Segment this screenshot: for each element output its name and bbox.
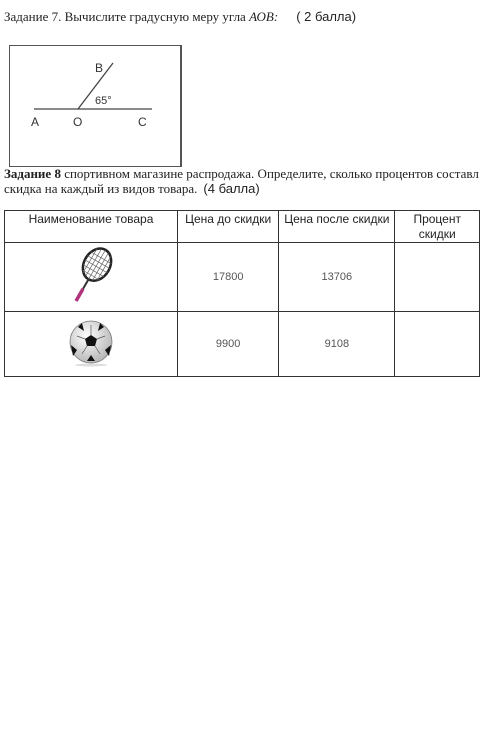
- label-c: С: [138, 115, 147, 129]
- angle-diagram: [10, 46, 181, 166]
- header-item-name: Наименование товара: [5, 211, 178, 243]
- table-row: [5, 312, 480, 377]
- task-8-points: (4 балла): [203, 181, 260, 196]
- discount-table: [4, 210, 480, 377]
- angle-figure-box: [9, 45, 182, 167]
- header-price-before: Цена до скидки: [178, 211, 279, 243]
- label-a: А: [31, 115, 40, 129]
- item-cell: [5, 312, 178, 377]
- angle-name: АОВ:: [249, 9, 279, 24]
- task-8-title: Задание 8: [4, 166, 61, 181]
- label-b: В: [95, 61, 104, 75]
- figure-edge-line: [180, 45, 181, 166]
- item-cell: [5, 243, 178, 312]
- table-row: [5, 243, 480, 312]
- task-8-line1: спортивном магазине распродажа. Определите, сколько процентов составл: [60, 166, 479, 181]
- tennis-racket-icon: [61, 243, 121, 307]
- price-before-cell: 17800: [178, 243, 279, 312]
- table-header-row: [5, 211, 480, 243]
- task-8-paragraph: [4, 166, 480, 196]
- header-price-after: Цена после скидки: [279, 211, 395, 243]
- price-after-cell: 9108: [279, 312, 395, 377]
- task-8-line2: скидка на каждый из видов товара.: [4, 181, 198, 196]
- header-discount-percent: Процент скидки: [395, 211, 480, 243]
- discount-percent-cell[interactable]: [395, 312, 480, 377]
- task-7-heading: [4, 9, 356, 25]
- angle-value-label: 65°: [95, 95, 112, 107]
- label-o: О: [73, 115, 83, 129]
- price-after-cell: 13706: [279, 243, 395, 312]
- soccer-ball-icon: [66, 317, 116, 367]
- discount-percent-cell[interactable]: [395, 243, 480, 312]
- task-7-text: Задание 7. Вычислите градусную меру угла: [4, 9, 250, 24]
- task-7-points: ( 2 балла): [296, 9, 357, 24]
- price-before-cell: 9900: [178, 312, 279, 377]
